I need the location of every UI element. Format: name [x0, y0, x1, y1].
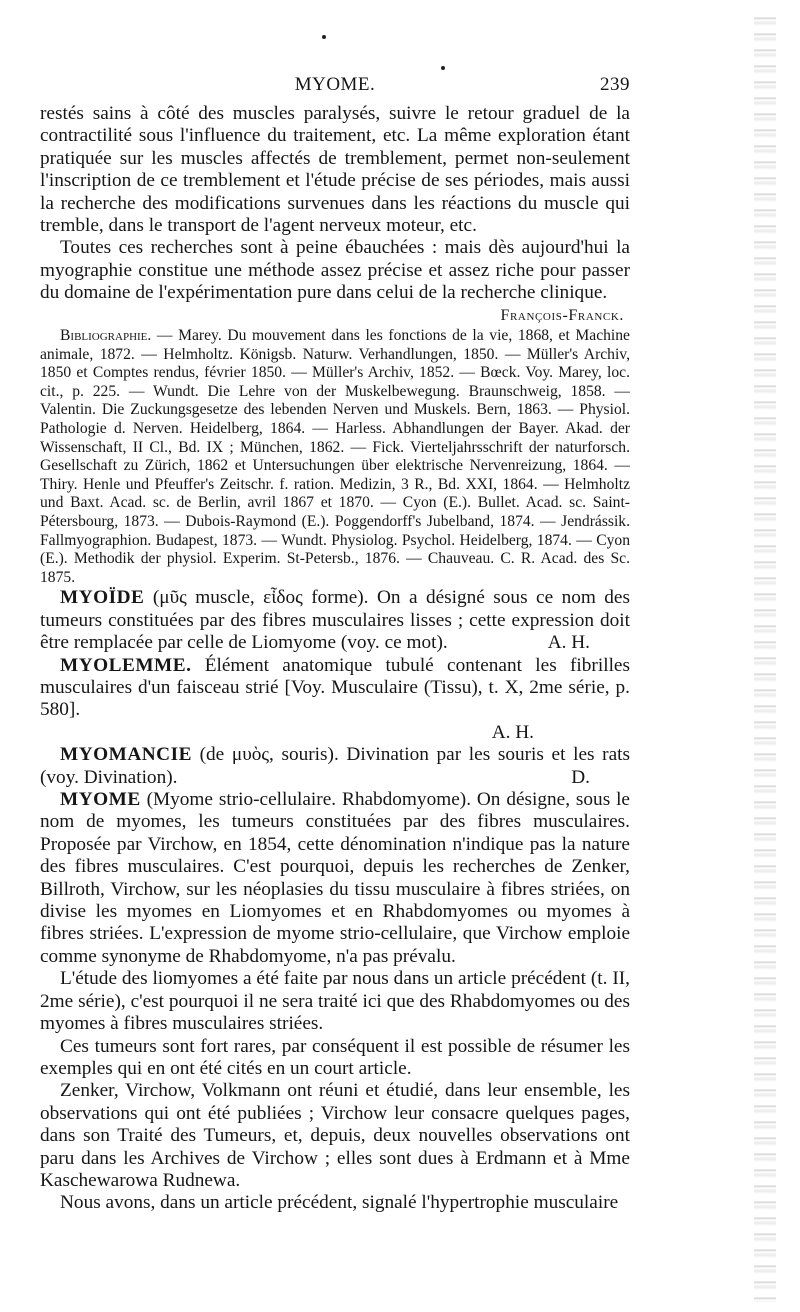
entry-headword: MYOLEMME.	[60, 654, 192, 676]
entry-signature: D.	[571, 766, 590, 788]
entry-text: (μῦς muscle, εἶδος forme). On a désigné sous ce nom des tumeurs constituées par des fibres musculaires lisses ; cette expression doit être remplacée par celle de Liomyome (voy. ce mot).	[40, 587, 630, 654]
entry-text: (de μυὸς, souris). Divination par les souris et les rats (voy. Divination).	[40, 744, 630, 788]
entry-myomancie	[40, 744, 630, 789]
paragraph: Zenker, Virchow, Volkmann ont réuni et étudié, dans leur ensemble, les observations qui ont été publiées ; Virchow leur consacre quelques pages, dans son Traité des Tumeurs, et, depuis, deux nouvelles observations ont paru dans les Archives de Virchow ; elles sont dues à Erdmann et à Mme Kaschewarowa Rudnewa.	[40, 1080, 630, 1191]
bibliography	[40, 327, 630, 587]
page-title: MYOME.	[294, 74, 376, 95]
entry-headword: MYOME	[60, 789, 141, 811]
entry-myolemme	[40, 655, 630, 722]
entry-text: Élément anatomique tubulé contenant les fibrilles musculaires d'un faisceau strié [Voy. Musculaire (Tissu), t. X, 2me série, p. 580].	[40, 654, 630, 721]
entry-headword: MYOÏDE	[60, 587, 145, 609]
running-header	[40, 74, 630, 98]
entry-myoide	[40, 587, 630, 654]
bibliography-label: Bibliographie.	[60, 327, 152, 345]
paragraph: Ces tumeurs sont fort rares, par conséquent il est possible de résumer les exemples qui en ont été cités en un court article.	[40, 1035, 630, 1079]
ink-speck	[322, 35, 326, 39]
paragraph: Toutes ces recherches sont à peine ébauchées : mais dès aujourd'hui la myographie constitue une méthode assez précise et assez riche pour passer du domaine de l'expérimentation pure dans celui de la recherche clinique.	[40, 237, 630, 304]
ink-speck	[441, 66, 445, 70]
entry-myome	[40, 789, 630, 968]
entry-signature: A. H.	[547, 632, 590, 654]
paragraph: L'étude des liomyomes a été faite par nous dans un article précédent (t. II, 2me série), c'est pourquoi il ne sera traité ici que des Rhabdomyomes ou des myomes à fibres musculaires striées.	[40, 968, 630, 1035]
entry-signature: A. H.	[491, 721, 534, 743]
page-number: 239	[600, 74, 630, 95]
page-edge-shadow	[754, 10, 776, 1302]
page-body	[40, 103, 630, 1215]
paragraph: Nous avons, dans un article précédent, signalé l'hypertrophie musculaire	[60, 1192, 619, 1214]
paragraph: restés sains à côté des muscles paralysés, suivre le retour graduel de la contractilité sous l'influence du traitement, etc. La même exploration étant pratiquée sur les muscles affectés de tremblement, permet non-seulement l'inscription de ce tremblement et l'étude précise de ses périodes, mais aussi la recherche des modifications survenues dans les réactions du muscle qui tremble, dans le transport de l'agent nerveux moteur, etc.	[40, 103, 630, 237]
entry-text: (Myome strio-cellulaire. Rhabdomyome). On désigne, sous le nom de myomes, les tumeurs constituées par des fibres musculaires. Proposée par Virchow, en 1854, cette dénomination n'indique pas la nature des fibres musculaires. C'est pourquoi, depuis les recherches de Zenker, Billroth, Virchow, sur les néoplasies du tissu musculaire à fibres striées, on divise les myomes en Liomyomes et en Rhabdomyomes ou myomes à fibres striées. L'expression de myome strio-cellulaire, que Virchow emploie comme synonyme de Rhabdomyome, n'a pas prévalu.	[40, 789, 630, 967]
author-signature: François-Franck.	[500, 306, 624, 324]
entry-headword: MYOMANCIE	[60, 744, 192, 766]
bibliography-text: — Marey. Du mouvement dans les fonctions de la vie, 1868, et Machine animale, 1872. — Helmholtz. Königsb. Naturw. Verhandlungen, 1850. — Müller's Archiv, 1850 et Comptes rendus, février 1850. — Müller's Archiv, 1852. — Bœck. Voy. Marey, loc. cit., p. 225. — Wundt. Die Lehre von der Muskelbewegung. Braunschweig, 1858. — Valentin. Die Zuckungsgesetze des lebenden Nerven und Muskels. Bern, 1863. — Physiol. Pathologie d. Nerven. Heidelberg, 1864. — Harless. Abhandlungen der Bayer. Akad. der Wissenschaft, II Cl., Bd. IX ; München, 1862. — Fick. Vierteljahrsschrift der naturforsch. Gesellschaft zu Zürich, 1862 et Untersuchungen über elektrische Nervenreizung, 1864. — Thiry. Henle und Pfeuffer's Zeitschr. f. ration. Medizin, 3 R., Bd. XXI, 1864. — Helmholtz und Baxt. Acad. sc. de Berlin, avril 1867 et 1870. — Cyon (E.). Bullet. Acad. sc. Saint-Pétersbourg, 1873. — Dubois-Raymond (E.). Poggendorff's Jubelband, 1874. — Jendrássik. Fallmyographion. Budapest, 1873. — Wundt. Physiolog. Psychol. Heidelberg, 1874. — Cyon (E.). Methodik der physiol. Experim. St-Petersb., 1876. — Chauveau. C. R. Acad. des Sc. 1875.	[40, 327, 630, 586]
